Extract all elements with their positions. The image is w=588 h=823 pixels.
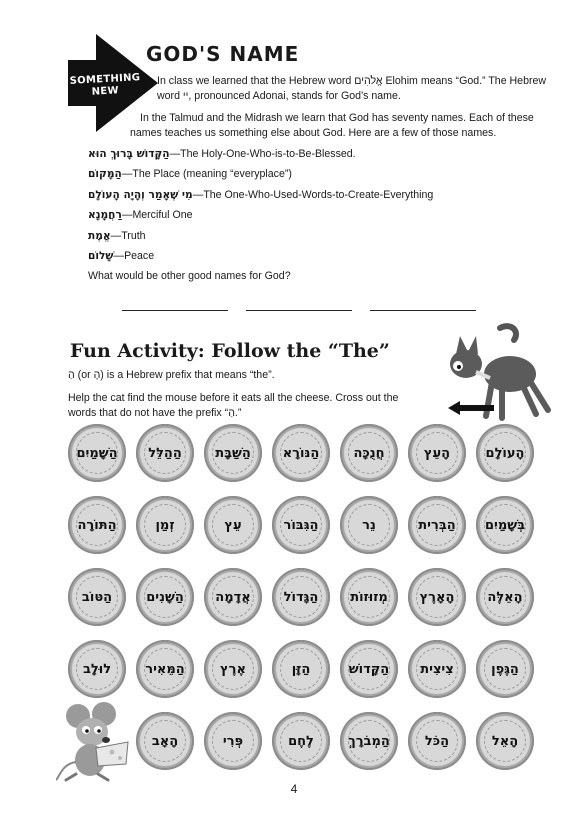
word-coin[interactable]: לוּלָב <box>68 640 126 698</box>
word-coin[interactable]: הַגֶּפֶן <box>476 640 534 698</box>
activity-line-1: הַ (or הָ) is a Hebrew prefix that means “the”. <box>68 369 275 381</box>
word-coin[interactable]: הַגִּבּוֹר <box>272 496 330 554</box>
word-coin[interactable]: הַבְּרִית <box>408 496 466 554</box>
answer-line-2[interactable] <box>246 310 352 311</box>
name-item: רַחֲמָנָא—Merciful One <box>88 209 193 221</box>
word-coin[interactable]: הָאָרֶץ <box>408 568 466 626</box>
word-coin[interactable]: הַשַּׁבָּת <box>204 424 262 482</box>
word-coin[interactable]: הַנּוֹרָא <box>272 424 330 482</box>
arrow-left-icon <box>448 400 494 416</box>
word-coin[interactable]: הַהַלֵּל <box>136 424 194 482</box>
word-coin[interactable]: הָאֵלֶּה <box>476 568 534 626</box>
word-coin[interactable]: הַשָּׁנִים <box>136 568 194 626</box>
word-coin[interactable]: חֲנֻכָּה <box>340 424 398 482</box>
word-coin[interactable]: צִיצִית <box>408 640 466 698</box>
mouse-icon <box>56 702 134 782</box>
answer-line-3[interactable] <box>370 310 476 311</box>
section-title: GOD'S NAME <box>146 42 300 66</box>
word-coin[interactable]: הָאָב <box>136 712 194 770</box>
word-coin[interactable]: הָאֵל <box>476 712 534 770</box>
word-coin[interactable]: לֶחֶם <box>272 712 330 770</box>
word-coin[interactable]: אֲדָמָה <box>204 568 262 626</box>
word-coin[interactable]: נֵר <box>340 496 398 554</box>
activity-line-2: Help the cat find the mouse before it eats all the cheese. Cross out the words that do not have the prefix “הַ.” <box>68 392 399 419</box>
word-coin[interactable]: הָעֵץ <box>408 424 466 482</box>
answer-line-1[interactable] <box>122 310 228 311</box>
word-coin[interactable]: הַתּוֹרָה <box>68 496 126 554</box>
intro-paragraph-2: In the Talmud and the Midrash we learn that God has seventy names. Each of these names teaches us something else about God. Here are a few of those names. <box>130 112 534 139</box>
name-item: הַמָּקוֹם—The Place (meaning “everyplace”) <box>88 168 292 180</box>
name-item: שָׁלוֹם—Peace <box>88 250 155 262</box>
word-coin[interactable]: הַזָּן <box>272 640 330 698</box>
name-item: הַקָּדוֹשׁ בָּרוּךְ הוּא—The Holy-One-Who-is-to-Be-Blessed. <box>88 148 356 160</box>
word-coin[interactable]: בְּשָׁמַיִם <box>476 496 534 554</box>
intro-paragraph-1: In class we learned that the Hebrew word אֱלֹהִים Elohim means “God.” The Hebrew word יי, pronounced Adonai, stands for God’s name. <box>157 75 547 102</box>
question-text: What would be other good names for God? <box>88 270 291 282</box>
word-coin[interactable]: אֶרֶץ <box>204 640 262 698</box>
activity-title: Fun Activity: Follow the “The” <box>70 340 390 362</box>
word-coin[interactable]: הַטּוֹב <box>68 568 126 626</box>
name-item: אֱמֶת—Truth <box>88 230 146 242</box>
word-coin[interactable]: הַגָּדוֹל <box>272 568 330 626</box>
word-coin[interactable]: הַמֵּאִיר <box>136 640 194 698</box>
word-coin[interactable]: הַכֹּל <box>408 712 466 770</box>
badge-label: SOMETHING NEW <box>69 72 141 98</box>
page-number: 4 <box>290 782 298 796</box>
word-coin[interactable]: זְמַן <box>136 496 194 554</box>
word-coin[interactable]: עֵץ <box>204 496 262 554</box>
word-coin[interactable]: הַקָּדוֹשׁ <box>340 640 398 698</box>
word-coin[interactable]: הַשָּׁמַיִם <box>68 424 126 482</box>
name-item: מִי שֶׁאָמַר וְהָיָה הָעוֹלָם—The One-Who-Used-Words-to-Create-Everything <box>88 189 434 201</box>
word-coin[interactable]: מְזוּזוֹת <box>340 568 398 626</box>
word-coin[interactable]: פְּרִי <box>204 712 262 770</box>
word-coin[interactable]: הַמְבֹרָךְ <box>340 712 398 770</box>
word-coin[interactable]: הָעוֹלָם <box>476 424 534 482</box>
